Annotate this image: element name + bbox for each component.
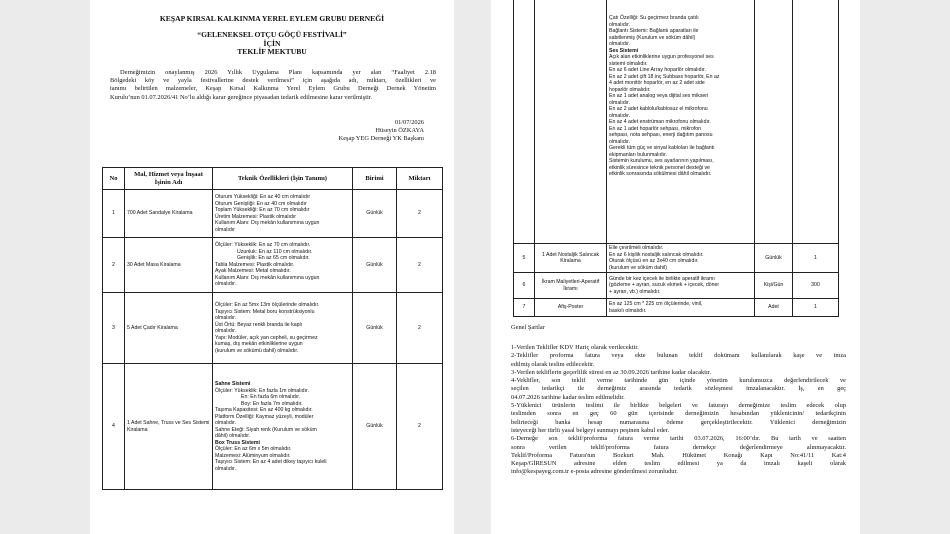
term-line: Keşap/GİRESUN adresine elden teslim edilmesi ya da imzalı kaşeli olarak xyxy=(511,460,846,468)
spec-line: Taşıyıcı Sistem: En az 4 adet dikey taşıyıcı kuleli xyxy=(215,459,327,465)
spec-heading: Sahne Sistemi xyxy=(215,381,251,387)
table-row xyxy=(514,244,839,273)
row-unit: Günlük xyxy=(353,190,397,238)
spec-line: Toplam Yüksekliği: En az 70 cm olmalıdır xyxy=(215,207,310,213)
spec-line: sabitlenmiş (Kurulum ve söküm dâhil) xyxy=(609,34,696,41)
spec-line: (kurulum ve söküm dahil) xyxy=(609,264,667,271)
general-terms xyxy=(511,344,846,477)
row-qty xyxy=(793,0,839,244)
spec-line: Taşıyıcı Sistem: Metal boru konstrüksiyonlu xyxy=(215,308,315,315)
for-label: İÇİN xyxy=(263,39,281,48)
items-table-continued xyxy=(513,0,839,317)
row-spec xyxy=(607,273,755,299)
festival-title: “GELENEKSEL OTÇU GÖÇÜ FESTİVALİ” xyxy=(197,30,347,39)
spec-line: Sahne Eteği: Siyah renk (Kurulum ve söküm xyxy=(215,426,317,433)
table-row xyxy=(514,273,839,299)
row-unit: Günlük xyxy=(353,238,397,293)
row-item: 30 Adet Masa Kiralama xyxy=(125,238,213,293)
spec-line: olmalıdır. xyxy=(215,328,237,334)
letter-title: TEKLİF MEKTUBU xyxy=(237,47,307,56)
table-row xyxy=(103,238,443,293)
spec-line: Boy: En fazla 7m olmalıdır. xyxy=(241,400,303,407)
intro-line: Bölgedeki köy ve yayla festivallerine destek verilmesi” için aşağıda adı, miktarı, özellikleri ve xyxy=(110,77,436,85)
row-unit: Günlük xyxy=(755,244,793,273)
table-row-continued xyxy=(514,0,839,244)
row-item: 5 Adet Çadır Kiralama xyxy=(125,293,213,364)
document-page-2 xyxy=(491,0,860,534)
row-item: 1 Adet Sahne, Truss ve Ses Sistemi Kiralama xyxy=(125,364,213,490)
header-no: No xyxy=(103,168,125,190)
spec-line: Gerekli tüm güç ve sinyal kabloları ile bağlantı xyxy=(609,145,715,151)
spec-line: olmalıdır. xyxy=(215,465,237,472)
row-unit: Kişi/Gün xyxy=(755,273,793,299)
spec-line: Oturum Genişliği: En az 40 cm olmalıdır xyxy=(215,200,307,207)
term-line: seçilen tedarikçi ile derneğimiz arasında tedarik sözleşmesi imzalanacaktır. İş, en geç xyxy=(511,385,846,393)
spec-line: En az 125 cm * 225 cm ölçülerinde, vinil, xyxy=(609,301,703,307)
row-no: 1 xyxy=(103,190,125,238)
row-unit: Günlük xyxy=(353,293,397,364)
organization-title: KEŞAP KIRSAL KALKINMA YEREL EYLEM GRUBU DERNEĞİ xyxy=(159,14,385,23)
term-line: 4-Veklifler, son teklif verme tarihinde gün içinde yönetim kurulumuzca değerlendirilecek ve xyxy=(511,377,846,385)
row-qty: 2 xyxy=(397,293,443,364)
row-spec xyxy=(607,0,755,244)
row-item xyxy=(535,0,607,244)
spec-line: ekipmanları bulunmalıdır. xyxy=(609,151,667,158)
spec-line: En az 1 adet hoparlör sehpası, mikrofon xyxy=(609,125,701,132)
items-table xyxy=(102,167,443,490)
term-line: sonra verilen teklif/proforma fatura dernekçe değerlendirmeye alınmayacaktır. xyxy=(511,443,846,451)
spec-line: Bağlantı Sistemi: Bağlantı aparatları ile xyxy=(609,28,699,34)
spec-line: En az 6 kişilik nostaljik salıncak olmalıdır. xyxy=(609,251,704,258)
spec-line: 4 adet monitör hoparlör, en az 2 adet side xyxy=(609,80,705,86)
row-no: 2 xyxy=(103,238,125,293)
signer-name: Hüseyin ÖZKAYA xyxy=(375,127,424,135)
header-unit: Birimi xyxy=(353,168,397,190)
spec-line: Platform Özelliği: Kaymaz yüzeyli, modüler xyxy=(215,413,314,420)
spec-line: baskılı olmalıdır. xyxy=(609,307,647,314)
spec-line: olmalıdır. xyxy=(609,21,631,28)
spec-line: dâhil) olmalıdır. xyxy=(215,433,251,439)
spec-line: En az 4 adet enstrüman mikrofonu olmalıdır. xyxy=(609,119,711,125)
spec-line: Elle çevrilmeli olmalıdır. xyxy=(609,245,664,251)
table-row xyxy=(103,190,443,238)
spec-line: hoparlör olmalıdır. xyxy=(609,86,651,93)
spec-line: sistemi olmalıdır. xyxy=(609,60,648,67)
row-qty: 2 xyxy=(397,364,443,490)
spec-line: Taşıma Kapasitesi: En az 400 kg olmalıdır. xyxy=(215,407,313,413)
spec-line: Genişlik: En az 65 cm olmalıdır. xyxy=(237,255,310,262)
row-qty: 300 xyxy=(793,273,839,299)
term-line: 04.07.2026 tarihine kadar teslim edilmelidir. xyxy=(511,393,625,401)
spec-line: olmalıdır xyxy=(215,226,235,233)
spec-line: Açık alan etkinliklerine uygun profesyonel ses xyxy=(609,54,714,60)
term-line: 5-Yüklenici ürünlerin teslimi ile birlikte belgeleri ve faturayı derneğimize teslim edecek olup xyxy=(511,402,846,410)
spec-line: olmalıdır. xyxy=(609,138,631,145)
spec-line: En az 2 adet çift 18 inç Subbass hoparlör, En az xyxy=(609,73,720,80)
intro-line: Derneğimizin onaylanmış 2026 Yıllık Uygulama Planı kapsamında yer alan “Faaliyet 2.18 xyxy=(120,69,436,76)
row-item: İkram Maliyetleri-Aperatif İkramı xyxy=(535,273,607,299)
spec-line: Sistemin kurulumu, ses ayarlarının yapılması, xyxy=(609,158,714,164)
row-qty: 2 xyxy=(397,190,443,238)
row-unit xyxy=(755,0,793,244)
intro-paragraph xyxy=(110,69,436,102)
term-line: 2-Teklifler proforma fatura veya ekte bulunan teklif dokümanı kullanılarak kaşe ve imza xyxy=(511,352,846,360)
header-item: Mal, Hizmet veya İnşaat İşinin Adı xyxy=(125,168,213,190)
row-qty: 1 xyxy=(793,299,839,317)
spec-line: Malzemesi: Alüminyum olmalıdır. xyxy=(215,452,291,459)
signer-title: Keşap YEG Derneği YK Başkanı xyxy=(338,135,424,143)
table-row xyxy=(103,293,443,364)
row-qty: 2 xyxy=(397,238,443,293)
spec-line: olmalıdır. xyxy=(609,99,631,106)
spec-line: + ayran, vb.) olmalıdır. xyxy=(609,288,661,295)
spec-line: (gözleme + ayran, sucuk ekmek + içecek, döner xyxy=(609,282,720,289)
spec-line: olmalıdır. xyxy=(215,315,237,321)
term-line: edilmiş olarak teslim edilecektir. xyxy=(511,360,595,368)
spec-line: Günde bir kez içecek ile birlikte aperatif ikramı xyxy=(609,275,715,282)
spec-line: kumaş, dış mekân etkinliklerine uygun xyxy=(215,341,303,347)
row-no: 3 xyxy=(103,293,125,364)
row-item: 700 Adet Sandalye Kiralama xyxy=(125,190,213,238)
intro-line: Kurulu’nun 01.07.2026/41 No’lu aldığı karar gereğince piyasadan tedarik edilmesine karar verilmiştir. xyxy=(110,93,373,101)
term-line: teslimden sonra en geç 60 gün içerisinde derneğimizin hesabından yüklenicinin/ tedarikçinin xyxy=(511,410,846,418)
header-spec: Teknik Özellikleri (İşin Tanımı) xyxy=(213,168,353,190)
row-spec xyxy=(213,293,353,364)
spec-line: olmalıdır. xyxy=(609,41,631,47)
spec-line: Ayak Malzemesi: Metal olmalıdır. xyxy=(215,268,291,275)
header-qty: Miktarı xyxy=(397,168,443,190)
spec-line: Oturum Yüksekliği: En az 40 cm olmalıdır xyxy=(215,194,311,200)
row-no: 5 xyxy=(514,244,535,273)
row-spec xyxy=(213,190,353,238)
spec-line: Kullanım Alanı: Dış mekân kullanımına uygun xyxy=(215,274,320,281)
spec-line: En az 1 adet analog veya dijital ses mikseri xyxy=(609,93,709,99)
spec-line: Ölçüler: En az 5mx 13m ölçülerinde olmalıdır. xyxy=(215,302,320,308)
row-spec xyxy=(607,244,755,273)
spec-line: Oturak ölçüsü en az 3x40 cm olmalıdır. xyxy=(609,258,699,264)
term-line: Teklif/Proforma Fatura'nın Bozkurt Mah. Hükümet Konağı Kapı No:41/11 Kat:4 xyxy=(511,451,846,459)
spec-line: etkinlik sonrasında sökülmesi dâhil olmalıdır. xyxy=(609,171,712,177)
letter-date: 01/07/2026 xyxy=(394,119,424,126)
spec-line: Tabla Malzemesi: Plastik olmalıdır. xyxy=(215,261,295,268)
term-line: 3-Verilen tekliflerin geçerlilik süresi en az 30.09.2026 tarihine kadar olacaktır. xyxy=(511,368,712,376)
row-spec xyxy=(213,238,353,293)
term-line: belirteceği banka hesap numarasına ödeme gerçekleştirilecektir. Yüklenici derneğimizin xyxy=(511,418,846,426)
spec-heading: Box Truss Sistemi xyxy=(215,439,260,446)
row-spec xyxy=(607,299,755,317)
spec-line: Yapı: Modüler, açık yan cepheli, su geçirmez xyxy=(215,334,318,341)
table-row xyxy=(514,299,839,317)
spec-line: Ölçüler: En az 6m x 5m olmalıdır. xyxy=(215,446,292,452)
row-item: 1 Adet Nostaljik Salıncak Kiralama xyxy=(535,244,607,273)
general-terms-heading: Genel Şartlar xyxy=(511,324,545,331)
spec-line: Ölçüler: Yükseklik: En fazla 1m olmalıdır. xyxy=(215,387,309,394)
spec-line: (kurulum ve sökümü dahil) olmalıdır. xyxy=(215,347,299,354)
row-spec xyxy=(213,364,353,490)
table-row xyxy=(103,364,443,490)
spec-line: Üretim Malzemesi: Plastik olmalıdır xyxy=(215,213,296,220)
row-unit: Günlük xyxy=(353,364,397,490)
term-line: 6-Derneğe son teklif/proforma fatura verme tarihi 03.07.2026, 16:00’dır. Bu tarih ve saatten xyxy=(511,435,846,443)
spec-line: olmalıdır. xyxy=(215,281,237,288)
row-no: 4 xyxy=(103,364,125,490)
spec-line: Ölçüler: Yükseklik: En az 70 cm olmalıdır. xyxy=(215,242,311,249)
term-line: 1-Verilen Teklifler KDV Hariç olarak verilecektir. xyxy=(511,344,639,351)
spec-line: Üst Örtü: Beyaz renkli branda ile kaplı xyxy=(215,321,303,328)
intro-line: tanımı belirtilen malzemeler, Keşap Kırsal Kalkınma Yerel Eylem Grubu Derneği Dernek Yönetim xyxy=(110,85,436,93)
spec-line: olmalıdır. xyxy=(215,420,237,426)
spec-line: olmalıdır. xyxy=(609,112,631,119)
spec-line: Kullanım Alanı: Dış mekân kullanımına uygun xyxy=(215,220,320,226)
spec-line: sehpası, nota sehpası, enerji dağıtım panosu xyxy=(609,132,713,138)
spec-line: Çatı Özelliği: Su geçirmez branda çatılı xyxy=(609,15,699,21)
row-qty: 1 xyxy=(793,244,839,273)
row-unit: Adet xyxy=(755,299,793,317)
spec-heading: Ses Sistemi xyxy=(609,47,639,54)
row-no xyxy=(514,0,535,244)
spec-line: etkinlik süresince teknik personel desteği ve xyxy=(609,164,710,171)
spec-line: En: En fazla 6m olmalıdır. xyxy=(241,394,301,400)
spec-line: En az 2 adet kablolu/kablosuz el mikrofonu xyxy=(609,106,708,112)
table-header-row xyxy=(103,168,443,190)
term-line: info@kespayeg.com.tr e-posta adresine gönderilmesi zorunludur. xyxy=(511,468,678,476)
spec-line: Uzunluk: En az 110 cm olmalıdır. xyxy=(237,248,313,255)
row-item: Afiş-Poster xyxy=(535,299,607,317)
document-page-1 xyxy=(90,0,454,534)
term-line: isteyeceği her türlü yasal belgeyi sunmayı peşinen kabul eder. xyxy=(511,426,670,434)
row-no: 6 xyxy=(514,273,535,299)
signature-block xyxy=(339,119,424,144)
row-no: 7 xyxy=(514,299,535,317)
spec-line: En az 6 adet Line Array hoparlör olmalıdır. xyxy=(609,67,706,73)
